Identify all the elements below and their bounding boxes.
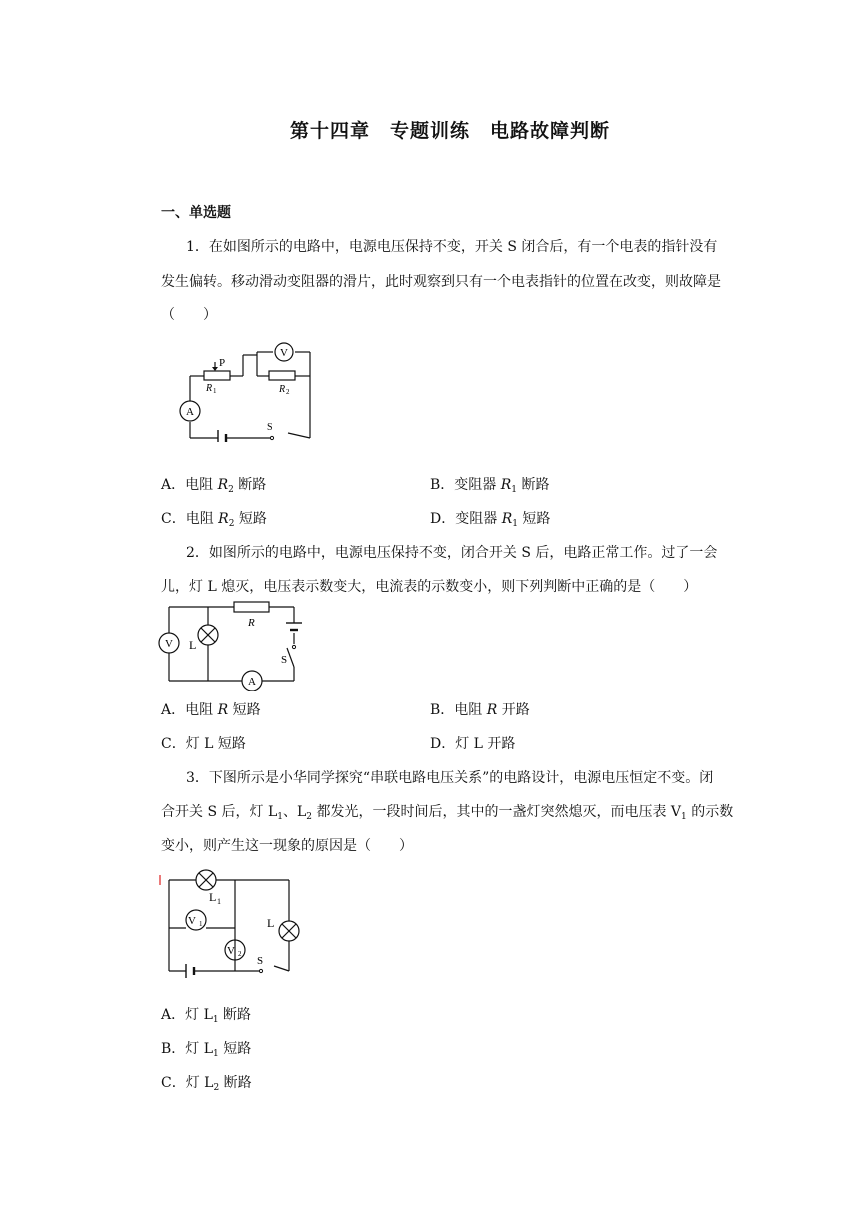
svg-text:L: L [189, 638, 197, 652]
svg-text:V: V [165, 638, 173, 650]
svg-text:2: 2 [286, 388, 290, 396]
q3-stem-line2: 合开关 S 后，灯 $L_1$、$L_2$ 都发光，一段时间后，其中的一盏灯突然熄灭，而电压表 $V_1$ 的示数 [161, 804, 734, 822]
q2-option-b[interactable]: B．电阻 R 开路 [430, 702, 530, 718]
svg-text:1: 1 [199, 920, 203, 928]
q1-option-c[interactable]: C．电阻 $R_2$ 短路 [161, 511, 267, 529]
q1-stem-line1: 1．在如图所示的电路中，电源电压保持不变，开关 S 闭合后，有一个电表的指针没有 [186, 239, 718, 255]
svg-text:V: V [280, 347, 288, 359]
q1-option-b[interactable]: B．变阻器 $R_1$ 断路 [430, 477, 550, 495]
q2-option-d[interactable]: D．灯 L 开路 [430, 736, 516, 752]
q1-option-d[interactable]: D．变阻器 $R_1$ 短路 [430, 511, 551, 529]
q1-option-a[interactable]: A．电阻 $R_2$ 断路 [161, 477, 267, 495]
page-title: 第十四章 专题训练 电路故障判断 [289, 120, 610, 142]
svg-text:S: S [257, 955, 264, 967]
svg-text:A: A [186, 406, 194, 418]
q3-option-a[interactable]: A．灯 $L_1$ 断路 [161, 1007, 252, 1025]
svg-text:R: R [248, 617, 255, 629]
svg-text:V: V [188, 915, 196, 927]
slider-arrow-icon [212, 367, 218, 371]
q3-circuit-diagram [158, 866, 308, 978]
q2-option-c[interactable]: C．灯 L 短路 [161, 736, 246, 752]
q1-stem-line2: 发生偏转。移动滑动变阻器的滑片，此时观察到只有一个电表指针的位置在改变，则故障是 [161, 274, 721, 290]
q2-circuit-diagram [155, 597, 305, 691]
svg-text:V: V [227, 945, 235, 957]
q2-stem-line1: 2．如图所示的电路中，电源电压保持不变，闭合开关 S 后，电路正常工作。过了一会 [186, 545, 718, 561]
q3-option-c[interactable]: C．灯 $L_2$ 断路 [161, 1075, 252, 1093]
q1-stem-line3: （ ） [161, 307, 217, 323]
section-heading: 一、单选题 [161, 205, 231, 221]
q2-stem-line2: 儿，灯 L 熄灭，电压表示数变大，电流表的示数变小，则下列判断中正确的是（ ） [161, 579, 698, 595]
svg-text:1: 1 [213, 387, 217, 395]
q3-stem-line3: 变小，则产生这一现象的原因是（ ） [161, 838, 413, 854]
svg-text:S: S [267, 422, 273, 433]
q3-option-b[interactable]: B．灯 $L_1$ 短路 [161, 1041, 252, 1059]
svg-text:L: L [267, 916, 275, 930]
svg-text:S: S [281, 654, 288, 666]
q1-circuit-diagram [178, 340, 318, 442]
svg-text:L: L [209, 890, 217, 904]
q3-stem-line1: 3．下图所示是小华同学探究“串联电路电压关系”的电路设计，电源电压恒定不变。闭 [186, 770, 714, 786]
svg-text:R: R [206, 383, 213, 394]
svg-text:2: 2 [238, 950, 242, 958]
svg-text:1: 1 [217, 897, 221, 906]
svg-text:A: A [248, 676, 256, 688]
svg-text:P: P [219, 357, 226, 369]
q2-option-a[interactable]: A．电阻 R 短路 [161, 702, 261, 718]
svg-text:R: R [279, 384, 286, 395]
